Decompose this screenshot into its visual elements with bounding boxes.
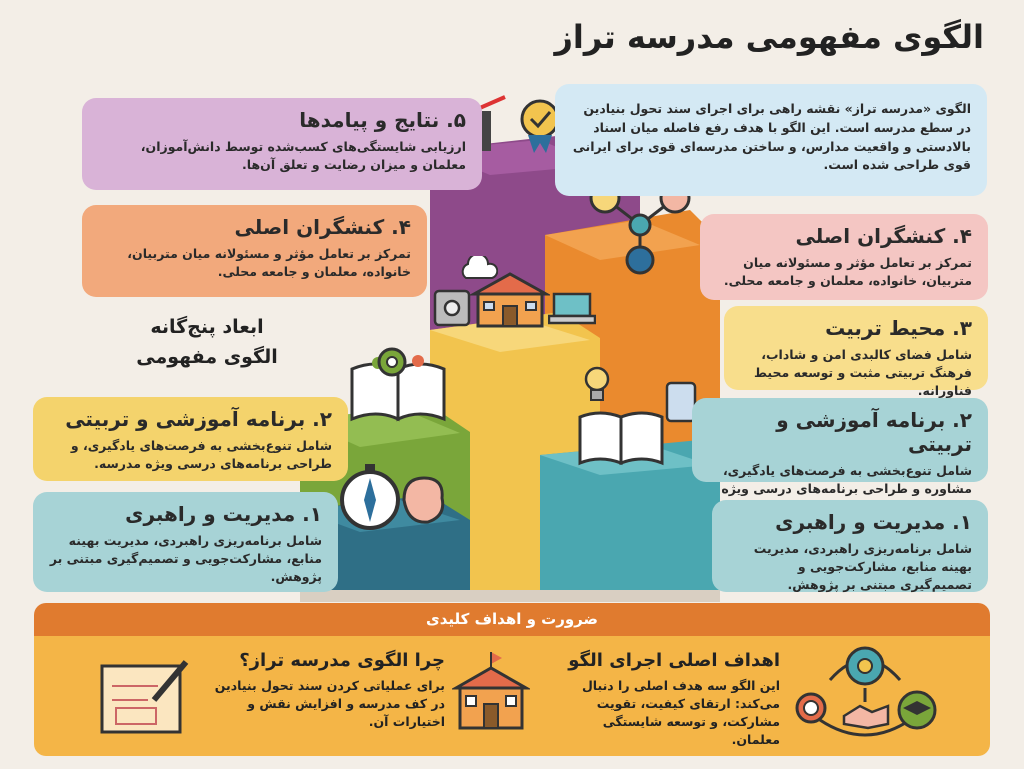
- search-icon: [793, 690, 835, 732]
- card-title: ۴. کنشگران اصلی: [234, 215, 411, 239]
- center-label: [112, 312, 302, 373]
- left-card-curriculum: [33, 397, 348, 481]
- card-text: تمرکز بر تعامل مؤثر و مسئولانه میان متربیان، خانواده، معلمان و جامعه محلی.: [127, 246, 411, 280]
- card-title: ۲. برنامه آموزشی و تربیتی: [776, 408, 972, 456]
- safe-icon: [432, 288, 472, 328]
- card-text: شامل فضای کالبدی امن و شاداب، فرهنگ تربیتی مثبت و توسعه محیط فناورانه.: [754, 347, 972, 399]
- card-text: ارزیابی شایستگی‌های کسب‌شده توسط دانش‌آموزان، معلمان و میزان رضایت و تعلق آن‌ها.: [140, 139, 466, 173]
- brain-icon: [398, 472, 448, 528]
- why-text: برای عملیاتی کردن سند تحول بنیادین در کف مدرسه و افزایش نقش و اختیارات آن.: [214, 678, 445, 730]
- right-card-environment: [724, 306, 988, 399]
- cloud-icon: [458, 256, 498, 282]
- right-card-actors: [700, 214, 988, 300]
- page-title: الگوی مفهومی مدرسه تراز: [554, 18, 984, 56]
- school-icon: [452, 648, 530, 732]
- card-title: ۲. برنامه آموزشی و تربیتی: [65, 407, 332, 431]
- left-card-actors: [82, 205, 427, 297]
- compass-icon: [338, 462, 402, 532]
- center-label-line-1: ابعاد پنج‌گانه: [150, 316, 264, 338]
- left-card-management: [33, 492, 338, 592]
- card-title: ۵. نتایج و پیامدها: [299, 108, 466, 132]
- goals-title: اهداف اصلی اجرای الگو: [568, 650, 780, 671]
- card-title: ۴. کنشگران اصلی: [795, 224, 972, 248]
- left-card-outcomes: [82, 98, 482, 190]
- card-text: شامل برنامه‌ریزی راهبردی، مدیریت بهینه منابع، مشارکت‌جویی و تصمیم‌گیری مبتنی بر پژوهش.: [753, 541, 972, 593]
- goals-text: این الگو سه هدف اصلی را دنبال می‌کند: ارتقای کیفیت، تقویت مشارکت، و توسعه شایستگی معلمان.: [581, 678, 780, 748]
- card-title: ۳. محیط تربیت: [825, 316, 972, 340]
- card-text: شامل برنامه‌ریزی راهبردی، مدیریت بهینه منابع، مشارکت‌جویی و تصمیم‌گیری مبتنی بر پژوهش.: [49, 533, 322, 585]
- why-section: [200, 650, 445, 731]
- blueprint-icon: [98, 656, 194, 740]
- gear-icon: [372, 342, 412, 382]
- laptop-icon: [548, 292, 596, 326]
- card-text: شامل تنوع‌بخشی به فرصت‌های یادگیری، و طراحی برنامه‌های درسی ویژه مدرسه.: [70, 438, 332, 472]
- card-title: ۱. مدیریت و راهبری: [775, 510, 972, 534]
- handshake-icon: [840, 698, 892, 734]
- goals-section: [560, 650, 780, 750]
- right-card-management: [712, 500, 988, 592]
- intro-card: [555, 84, 987, 196]
- intro-text: الگوی «مدرسه تراز» نقشه راهی برای اجرای سند تحول بنیادین در سطع مدرسه است. این الگو با هدف رفع فاصله میان اسناد بالادستی و واقعیت مدارس، و ساختن مدرسه‌ای قوی برای ایرانی قوی طراحی شده است.: [572, 101, 971, 173]
- card-text: تمرکز بر تعامل مؤثر و مسئولانه میان متربیان، خانواده، معلمان و جامعه محلی.: [723, 255, 972, 289]
- graduation-cap-icon: [895, 690, 939, 730]
- card-text: شامل تنوع‌بخشی به فرصت‌های یادگیری، مشاوره و طراحی برنامه‌های درسی ویژه: [721, 463, 972, 497]
- light-bulb-icon: [582, 365, 612, 405]
- why-title: چرا الگوی مدرسه تراز؟: [239, 650, 445, 671]
- right-card-curriculum: [692, 398, 988, 497]
- center-label-line-2: الگوی مفهومی: [136, 346, 278, 369]
- card-title: ۱. مدیریت و راهبری: [125, 502, 322, 526]
- book-icon: [576, 405, 666, 467]
- key-goals-banner: ضرورت و اهداف کلیدی: [34, 603, 990, 636]
